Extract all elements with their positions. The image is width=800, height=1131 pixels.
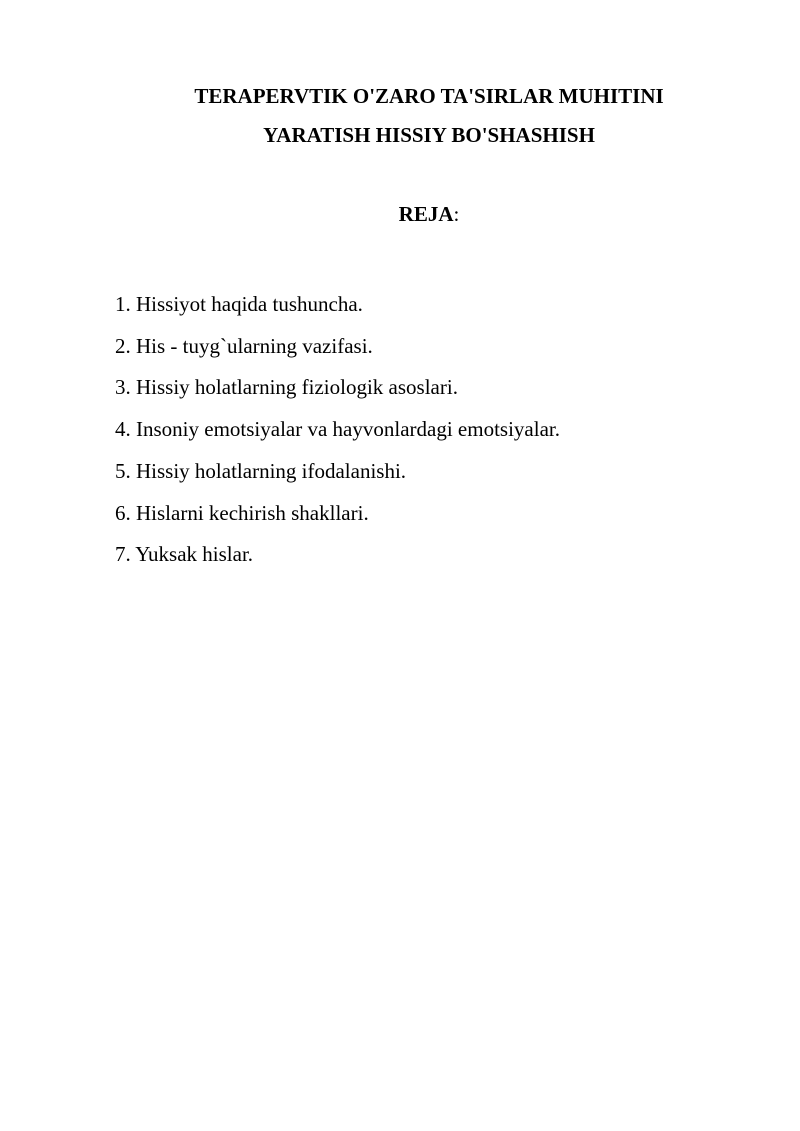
plan-heading-colon: : [453,202,460,226]
plan-list [115,284,755,576]
plan-item: 3. Hissiy holatlarning fiziologik asoslari. [115,375,458,400]
plan-item: 1. Hissiyot haqida tushuncha. [115,292,363,316]
plan-heading-label: REJA [398,202,454,226]
plan-item: 6. Hislarni kechirish shakllari. [115,500,369,525]
title-line-2: YARATISH HISSIY BO'SHASHISH [263,123,595,147]
plan-item: 4. Insoniy emotsiyalar va hayvonlardagi emotsiyalar. [115,417,560,442]
title-line-1: TERAPERVTIK O'ZARO TA'SIRLAR MUHITINI [194,84,664,108]
plan-item: 5. Hissiy holatlarning ifodalanishi. [115,458,407,483]
document-title [115,77,743,155]
plan-item: 7. Yuksak hislar. [115,542,254,567]
plan-heading [115,199,743,229]
plan-item: 2. His - tuyg`ularning vazifasi. [115,333,373,358]
